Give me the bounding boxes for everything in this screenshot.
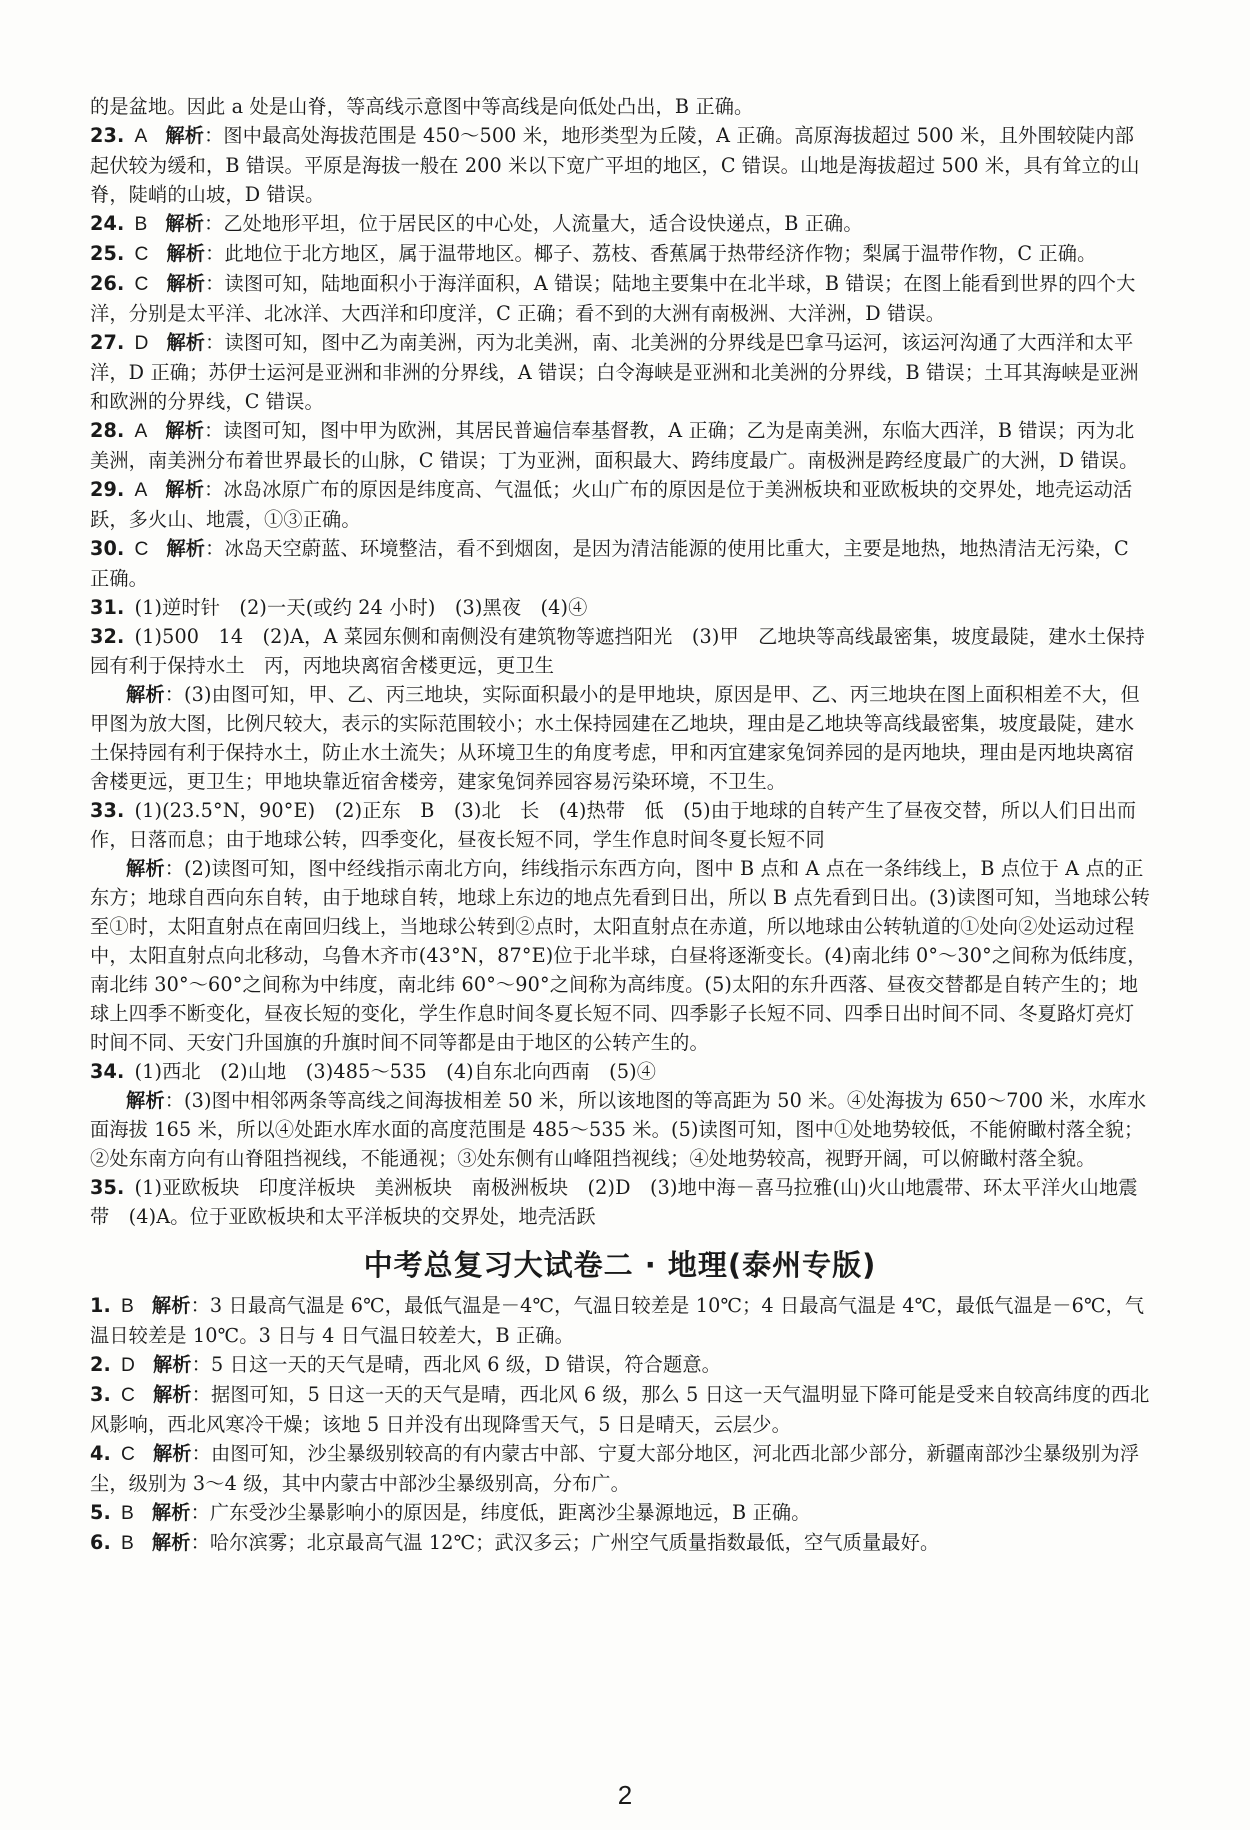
- question-number: 26.: [90, 272, 125, 295]
- item-text: (1)(23.5°N，90°E) (2)正东 B (3)北 长 (4)热带 低 (5)由于地球的自转产生了昼夜交替，所以人们日出而作，日落而息；由于地球公转，四季变化，昼夜长短不同，学生作息时间冬夏长短不同: [90, 799, 1137, 851]
- explanation-label: 解析: [165, 124, 205, 147]
- question-number: 31.: [90, 596, 125, 619]
- item-text: ：读图可知，陆地面积小于海洋面积，A 错误；陆地主要集中在北半球，B 错误；在图上能看到世界的四个大洋，分别是太平洋、北冰洋、大西洋和印度洋，C 正确；看不到的大洲有南极洲、大洋洲，D 错误。: [90, 272, 1136, 325]
- question-number: 33.: [90, 799, 125, 822]
- question-number: 24.: [90, 212, 125, 235]
- answer-item: [90, 1057, 1150, 1086]
- answer-item: [90, 416, 1150, 475]
- item-text: 的是盆地。因此 a 处是山脊，等高线示意图中等高线是向低处凸出，B 正确。: [90, 95, 754, 118]
- page-number: 2: [617, 1780, 633, 1810]
- answer-choice: A: [134, 126, 148, 147]
- item-text: ：3 日最高气温是 6℃，最低气温是－4℃，气温日较差是 10℃；4 日最高气温是 4℃，最低气温是－6℃，气温日较差是 10℃。3 日与 4 日气温日较差大，B 正确。: [90, 1294, 1145, 1347]
- answer-item: [90, 269, 1150, 328]
- answer-choice: B: [134, 214, 148, 235]
- question-number: 2.: [90, 1353, 111, 1376]
- answer-item: [90, 1173, 1150, 1231]
- question-number: 27.: [90, 331, 125, 354]
- answer-item: [90, 1439, 1150, 1498]
- item-text: ：(3)图中相邻两条等高线之间海拔相差 50 米，所以该地图的等高距为 50 米。④处海拔为 650～700 米，水库水面海拔 165 米，所以④处距水库水面的高度范围是 485～535 米。(5)读图可知，图中①处地势较低，不能俯瞰村落全貌；②处东南方向有山脊阻挡视线，不能通视；③处东侧有山峰阻挡视线；④处地势较高，视野开阔，可以俯瞰村落全貌。: [90, 1089, 1147, 1170]
- answer-item: [90, 622, 1150, 680]
- item-text: (1)逆时针 (2)一天(或约 24 小时) (3)黑夜 (4)④: [134, 596, 588, 619]
- answer-choice: C: [120, 1444, 135, 1465]
- answer-choice: A: [134, 421, 148, 442]
- explanation-label: 解析: [126, 683, 165, 706]
- section-heading: 中考总复习大试卷二 · 地理(泰州专版): [363, 1248, 877, 1282]
- explanation-label: 解析: [166, 537, 206, 560]
- explanation-label: 解析: [165, 212, 205, 235]
- explanation-paragraph: [90, 1086, 1150, 1173]
- question-number: 30.: [90, 537, 125, 560]
- explanation-label: 解析: [152, 1383, 192, 1406]
- explanation-label: 解析: [166, 272, 206, 295]
- question-number: 34.: [90, 1060, 125, 1083]
- question-number: 5.: [90, 1501, 111, 1524]
- question-number: 35.: [90, 1176, 125, 1199]
- answer-item: [90, 1528, 1150, 1558]
- explanation-label: 解析: [151, 1294, 191, 1317]
- answer-item: [90, 239, 1150, 269]
- question-number: 6.: [90, 1531, 111, 1554]
- explanation-paragraph: [90, 854, 1150, 1057]
- answer-choice: B: [120, 1296, 134, 1317]
- question-number: 25.: [90, 242, 125, 265]
- item-text: ：冰岛天空蔚蓝、环境整洁，看不到烟囱，是因为清洁能源的使用比重大，主要是地热，地热清洁无污染，C 正确。: [90, 537, 1129, 590]
- answer-item: [90, 534, 1150, 593]
- item-text: (1)500 14 (2)A，A 菜园东侧和南侧没有建筑物等遮挡阳光 (3)甲 乙地块等高线最密集，坡度最陡，建水土保持园有利于保持水土 丙，丙地块离宿舍楼更远，更卫生: [90, 625, 1145, 677]
- answer-choice: A: [134, 480, 148, 501]
- item-text: ：乙处地形平坦，位于居民区的中心处，人流量大，适合设快递点，B 正确。: [204, 212, 863, 235]
- explanation-label: 解析: [152, 1442, 192, 1465]
- explanation-label: 解析: [165, 419, 205, 442]
- answer-choice: C: [134, 244, 149, 265]
- item-text: ：此地位于北方地区，属于温带地区。椰子、荔枝、香蕉属于热带经济作物；梨属于温带作物，C 正确。: [205, 242, 1097, 265]
- explanation-label: 解析: [126, 1089, 165, 1112]
- explanation-label: 解析: [126, 857, 165, 880]
- answer-item: [90, 796, 1150, 854]
- question-number: 1.: [90, 1294, 111, 1317]
- answer-item: [90, 121, 1150, 209]
- item-text: ：(3)由图可知，甲、乙、丙三地块，实际面积最小的是甲地块，原因是甲、乙、丙三地块在图上面积相差不大，但甲图为放大图，比例尺较大，表示的实际范围较小；水土保持园建在乙地块，理由是乙地块等高线最密集，坡度最陡，建水土保持园有利于保持水土，防止水土流失；从环境卫生的角度考虑，甲和丙宜建家兔饲养园的是丙地块，理由是丙地块离宿舍楼更远，更卫生；甲地块靠近宿舍楼旁，建家兔饲养园容易污染环境，不卫生。: [90, 683, 1140, 793]
- item-text: ：冰岛冰原广布的原因是纬度高、气温低；火山广布的原因是位于美洲板块和亚欧板块的交界处，地壳运动活跃，多火山、地震，①③正确。: [90, 478, 1133, 531]
- answer-item: [90, 328, 1150, 416]
- explanation-label: 解析: [166, 331, 206, 354]
- question-number: 29.: [90, 478, 125, 501]
- item-text: ：读图可知，图中乙为南美洲，丙为北美洲，南、北美洲的分界线是巴拿马运河，该运河沟通了大西洋和太平洋，D 正确；苏伊士运河是亚洲和非洲的分界线，A 错误；白令海峡是亚洲和北美洲的分界线，B 错误；土耳其海峡是亚洲和欧洲的分界线，C 错误。: [90, 331, 1139, 413]
- answer-choice: C: [120, 1385, 135, 1406]
- question-number: 4.: [90, 1442, 111, 1465]
- answer-choice: C: [134, 274, 149, 295]
- answer-choice: B: [120, 1533, 134, 1554]
- item-text: (1)西北 (2)山地 (3)485～535 (4)自东北向西南 (5)④: [134, 1060, 657, 1083]
- answer-page: [90, 92, 1150, 1558]
- answer-item: [90, 1498, 1150, 1528]
- item-text: ：广东受沙尘暴影响小的原因是，纬度低，距离沙尘暴源地远，B 正确。: [190, 1501, 811, 1524]
- answer-item: [90, 1350, 1150, 1380]
- answer-choice: D: [120, 1355, 135, 1376]
- continued-text: [90, 92, 1150, 121]
- question-number: 32.: [90, 625, 125, 648]
- answer-item: [90, 475, 1150, 534]
- item-text: ：(2)读图可知，图中经线指示南北方向，纬线指示东西方向，图中 B 点和 A 点在一条纬线上，B 点位于 A 点的正东方；地球自西向东自转，由于地球自转，地球上东边的地点先看到日出，所以 B 点先看到日出。(3)读图可知，当地球公转至①时，太阳直射点在南回归线上，当地球公转到②点时，太阳直射点在赤道，所以地球由公转轨道的①处向②处运动过程中，太阳直射点向北移动，乌鲁木齐市(43°N，87°E)位于北半球，白昼将逐渐变长。(4)南北纬 0°～30°之间称为低纬度，南北纬 30°～60°之间称为中纬度，南北纬 60°～90°之间称为高纬度。(5)太阳的东升西落、昼夜交替都是自转产生的；地球上四季不断变化，昼夜长短的变化，学生作息时间冬夏长短不同、四季影子长短不同、四季日出时间不同、冬夏路灯亮灯时间不同、天安门升国旗的升旗时间不同等都是由于地区的公转产生的。: [90, 857, 1150, 1054]
- answer-choice: C: [134, 539, 149, 560]
- explanation-label: 解析: [152, 1353, 192, 1376]
- item-text: ：图中最高处海拔范围是 450～500 米，地形类型为丘陵，A 正确。高原海拔超过 500 米，且外围较陡内部起伏较为缓和，B 错误。平原是海拔一般在 200 米以下宽广平坦的地区，C 错误。山地是海拔超过 500 米，具有耸立的山脊，陡峭的山坡，D 错误。: [90, 124, 1140, 206]
- answer-choice: B: [120, 1503, 134, 1524]
- item-text: ：哈尔滨雾；北京最高气温 12℃；武汉多云；广州空气质量指数最低，空气质量最好。: [190, 1531, 940, 1554]
- answer-item: [90, 209, 1150, 239]
- question-number: 3.: [90, 1383, 111, 1406]
- explanation-paragraph: [90, 680, 1150, 796]
- explanation-label: 解析: [165, 478, 205, 501]
- question-number: 23.: [90, 124, 125, 147]
- answer-item: [90, 1380, 1150, 1439]
- answer-item: [90, 1291, 1150, 1350]
- answer-item: [90, 593, 1150, 622]
- answer-choice: D: [134, 333, 149, 354]
- explanation-label: 解析: [166, 242, 206, 265]
- item-text: ：由图可知，沙尘暴级别较高的有内蒙古中部、宁夏大部分地区，河北西北部少部分，新疆南部沙尘暴级别为浮尘，级别为 3～4 级，其中内蒙古中部沙尘暴级别高，分布广。: [90, 1442, 1140, 1495]
- item-text: (1)亚欧板块 印度洋板块 美洲板块 南极洲板块 (2)D (3)地中海－喜马拉雅(山)火山地震带、环太平洋火山地震带 (4)A。位于亚欧板块和太平洋板块的交界处，地壳活跃: [90, 1176, 1138, 1228]
- item-text: ：据图可知，5 日这一天的天气是晴，西北风 6 级，那么 5 日这一天气温明显下降可能是受来自较高纬度的西北风影响，西北风寒冷干燥；该地 5 日并没有出现降雪天气，5 日是晴天，云层少。: [90, 1383, 1150, 1436]
- item-text: ：读图可知，图中甲为欧洲，其居民普遍信奉基督教，A 正确；乙为是南美洲，东临大西洋，B 错误；丙为北美洲，南美洲分布着世界最长的山脉，C 错误；丁为亚洲，面积最大、跨纬度最广。南极洲是跨经度最广的大洲，D 错误。: [90, 419, 1139, 472]
- explanation-label: 解析: [151, 1501, 191, 1524]
- explanation-label: 解析: [151, 1531, 191, 1554]
- question-number: 28.: [90, 419, 125, 442]
- item-text: ：5 日这一天的天气是晴，西北风 6 级，D 错误，符合题意。: [191, 1353, 722, 1376]
